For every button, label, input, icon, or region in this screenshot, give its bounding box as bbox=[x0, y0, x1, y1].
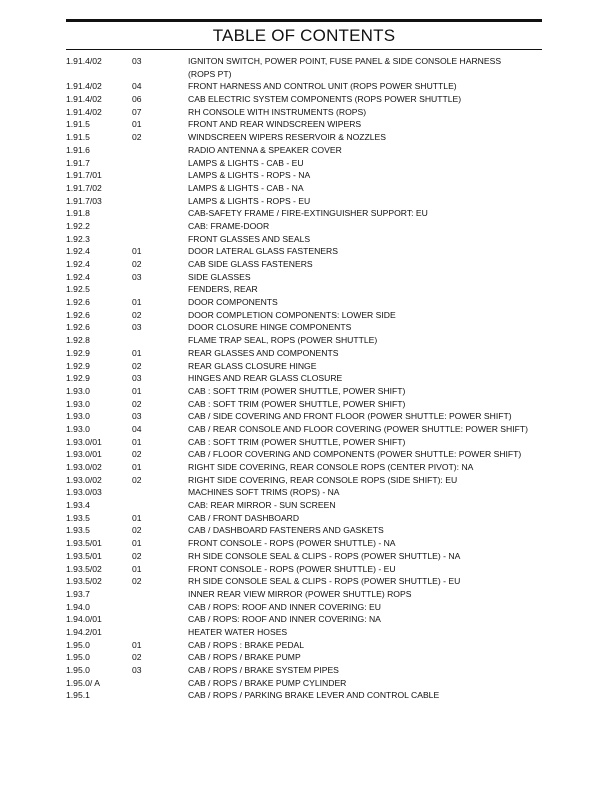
toc-description: RIGHT SIDE COVERING, REAR CONSOLE ROPS (CENTER PIVOT): NA bbox=[188, 462, 474, 473]
toc-entry bbox=[66, 169, 536, 182]
toc-section-code: 1.92.6 bbox=[66, 309, 90, 320]
toc-entry bbox=[66, 524, 536, 537]
toc-subsection: 02 bbox=[132, 449, 142, 460]
toc-section-code: 1.95.0/ A bbox=[66, 677, 100, 688]
toc-subsection: 04 bbox=[132, 423, 142, 434]
toc-description: RH CONSOLE WITH INSTRUMENTS (ROPS) bbox=[188, 106, 367, 117]
toc-section-code: 1.91.4/02 bbox=[66, 56, 102, 66]
toc-description: DOOR CLOSURE HINGE COMPONENTS bbox=[188, 322, 352, 333]
toc-entry bbox=[66, 144, 536, 157]
toc-section-code: 1.95.1 bbox=[66, 690, 90, 701]
toc-subsection: 01 bbox=[132, 512, 142, 523]
toc-section-code: 1.91.5 bbox=[66, 132, 90, 143]
toc-subsection: 02 bbox=[132, 259, 142, 270]
toc-entry bbox=[66, 499, 536, 512]
toc-section-code: 1.92.9 bbox=[66, 347, 90, 358]
toc-entry bbox=[66, 486, 536, 499]
toc-entry bbox=[66, 512, 536, 525]
toc-entry bbox=[66, 372, 536, 385]
toc-entry bbox=[66, 207, 536, 220]
toc-entry bbox=[66, 220, 536, 233]
toc-entry bbox=[66, 664, 536, 677]
toc-description: LAMPS & LIGHTS - ROPS - EU bbox=[188, 195, 311, 206]
toc-description: CAB SIDE GLASS FASTENERS bbox=[188, 259, 313, 270]
toc-description: CAB ELECTRIC SYSTEM COMPONENTS (ROPS POWER SHUTTLE) bbox=[188, 94, 462, 105]
toc-entry bbox=[66, 195, 536, 208]
toc-section-code: 1.93.5 bbox=[66, 512, 90, 523]
toc-subsection: 01 bbox=[132, 563, 142, 574]
toc-section-code: 1.93.5 bbox=[66, 525, 90, 536]
toc-entry bbox=[66, 347, 536, 360]
toc-section-code: 1.93.5/01 bbox=[66, 538, 102, 549]
toc-subsection: 01 bbox=[132, 538, 142, 549]
toc-subsection: 02 bbox=[132, 398, 142, 409]
toc-subsection: 02 bbox=[132, 576, 142, 587]
toc-section-code: 1.92.4 bbox=[66, 246, 90, 257]
toc-section-code: 1.92.4 bbox=[66, 259, 90, 270]
toc-description: CAB: FRAME-DOOR bbox=[188, 220, 270, 231]
toc-section-code: 1.92.6 bbox=[66, 322, 90, 333]
toc-section-code: 1.91.8 bbox=[66, 208, 90, 219]
toc-section-code: 1.91.7/03 bbox=[66, 195, 102, 206]
toc-description: FRONT GLASSES AND SEALS bbox=[188, 233, 311, 244]
toc-description: CAB / ROPS / BRAKE PUMP CYLINDER bbox=[188, 677, 347, 688]
toc-description: LAMPS & LIGHTS - CAB - NA bbox=[188, 182, 304, 193]
toc-description: FRONT CONSOLE - ROPS (POWER SHUTTLE) - NA bbox=[188, 538, 396, 549]
toc-section-code: 1.93.0 bbox=[66, 411, 90, 422]
toc-section-code: 1.92.8 bbox=[66, 335, 90, 346]
toc-description: CAB-SAFETY FRAME / FIRE-EXTINGUISHER SUPPORT: EU bbox=[188, 208, 428, 219]
toc-description: CAB / ROPS: ROOF AND INNER COVERING: NA bbox=[188, 614, 381, 625]
toc-description: RH SIDE CONSOLE SEAL & CLIPS - ROPS (POWER SHUTTLE) - NA bbox=[188, 550, 461, 561]
toc-section-code: 1.93.5/02 bbox=[66, 563, 102, 574]
toc-subsection: 01 bbox=[132, 639, 142, 650]
toc-description: INNER REAR VIEW MIRROR (POWER SHUTTLE) ROPS bbox=[188, 588, 412, 599]
toc-subsection: 03 bbox=[132, 322, 142, 333]
toc-section-code: 1.93.7 bbox=[66, 588, 90, 599]
toc-description: CAB : SOFT TRIM (POWER SHUTTLE, POWER SHIFT) bbox=[188, 398, 406, 409]
toc-entry bbox=[66, 461, 536, 474]
toc-section-code: 1.92.2 bbox=[66, 220, 90, 231]
toc-description: RIGHT SIDE COVERING, REAR CONSOLE ROPS (SIDE SHIFT): EU bbox=[188, 474, 458, 485]
toc-section-code: 1.95.0 bbox=[66, 652, 90, 663]
toc-entry bbox=[66, 563, 536, 576]
toc-section-code: 1.91.4/02 bbox=[66, 94, 102, 105]
toc-entry bbox=[66, 398, 536, 411]
toc-section-code: 1.92.5 bbox=[66, 284, 90, 295]
toc-subsection: 02 bbox=[132, 360, 142, 371]
toc-description: RH SIDE CONSOLE SEAL & CLIPS - ROPS (POWER SHUTTLE) - EU bbox=[188, 576, 461, 587]
toc-subsection: 02 bbox=[132, 132, 142, 143]
page-title: TABLE OF CONTENTS bbox=[212, 26, 396, 45]
toc-subsection: 02 bbox=[132, 652, 142, 663]
toc-description: CAB / ROPS / BRAKE PUMP bbox=[188, 652, 301, 663]
toc-entry bbox=[66, 334, 536, 347]
toc-section-code: 1.91.7 bbox=[66, 157, 90, 168]
toc-description: HEATER WATER HOSES bbox=[188, 626, 288, 637]
toc-entry bbox=[66, 309, 536, 322]
toc-section-code: 1.93.0/01 bbox=[66, 449, 102, 460]
toc-description: MACHINES SOFT TRIMS (ROPS) - NA bbox=[188, 487, 340, 498]
toc-entry bbox=[66, 575, 536, 588]
toc-description: CAB / ROPS: ROOF AND INNER COVERING: EU bbox=[188, 601, 381, 612]
toc-description: FLAME TRAP SEAL, ROPS (POWER SHUTTLE) bbox=[188, 335, 378, 346]
toc-section-code: 1.91.4/02 bbox=[66, 106, 102, 117]
toc-description: CAB : SOFT TRIM (POWER SHUTTLE, POWER SHIFT) bbox=[188, 385, 406, 396]
toc-entry bbox=[66, 80, 536, 93]
toc-entry bbox=[66, 131, 536, 144]
toc-entry bbox=[66, 360, 536, 373]
toc-entry bbox=[66, 639, 536, 652]
toc-subsection: 07 bbox=[132, 106, 142, 117]
toc-entry bbox=[66, 677, 536, 690]
toc-description: DOOR COMPLETION COMPONENTS: LOWER SIDE bbox=[188, 309, 396, 320]
toc-entry bbox=[66, 93, 536, 106]
toc-entry bbox=[66, 106, 536, 119]
toc-section-code: 1.91.5 bbox=[66, 119, 90, 130]
toc-section-code: 1.92.9 bbox=[66, 373, 90, 384]
toc-section-code: 1.92.9 bbox=[66, 360, 90, 371]
toc-entry bbox=[66, 258, 536, 271]
toc-description: HINGES AND REAR GLASS CLOSURE bbox=[188, 373, 343, 384]
toc-section-code: 1.91.7/02 bbox=[66, 182, 102, 193]
toc-section-code: 1.92.4 bbox=[66, 271, 90, 282]
toc-description: FENDERS, REAR bbox=[188, 284, 258, 295]
toc-entry bbox=[66, 271, 536, 284]
toc-entry bbox=[66, 423, 536, 436]
toc-entry bbox=[66, 601, 536, 614]
toc-description: WINDSCREEN WIPERS RESERVOIR & NOZZLES bbox=[188, 132, 387, 143]
title-top-rule bbox=[66, 19, 542, 22]
toc-list bbox=[66, 55, 536, 702]
toc-entry bbox=[66, 182, 536, 195]
toc-subsection: 01 bbox=[132, 347, 142, 358]
toc-entry bbox=[66, 410, 536, 423]
toc-entry bbox=[66, 448, 536, 461]
toc-subsection: 02 bbox=[132, 525, 142, 536]
toc-entry bbox=[66, 436, 536, 449]
toc-subsection: 04 bbox=[132, 81, 142, 92]
toc-description: CAB / DASHBOARD FASTENERS AND GASKETS bbox=[188, 525, 384, 536]
toc-entry bbox=[66, 233, 536, 246]
toc-section-code: 1.93.0 bbox=[66, 398, 90, 409]
toc-entry bbox=[66, 550, 536, 563]
toc-description: CAB / ROPS : BRAKE PEDAL bbox=[188, 639, 305, 650]
toc-subsection: 01 bbox=[132, 436, 142, 447]
toc-section-code: 1.93.4 bbox=[66, 500, 90, 511]
toc-section-code: 1.95.0 bbox=[66, 639, 90, 650]
toc-section-code: 1.93.0/01 bbox=[66, 436, 102, 447]
toc-section-code: 1.94.0 bbox=[66, 601, 90, 612]
toc-description: RADIO ANTENNA & SPEAKER COVER bbox=[188, 144, 342, 155]
toc-entry bbox=[66, 613, 536, 626]
toc-entry bbox=[66, 588, 536, 601]
toc-entry bbox=[66, 385, 536, 398]
toc-subsection: 01 bbox=[132, 385, 142, 396]
toc-section-code: 1.93.5/01 bbox=[66, 550, 102, 561]
toc-subsection: 03 bbox=[132, 665, 142, 676]
toc-section-code: 1.93.0/02 bbox=[66, 474, 102, 485]
toc-section-code: 1.95.0 bbox=[66, 665, 90, 676]
toc-entry bbox=[66, 321, 536, 334]
toc-entry bbox=[66, 245, 536, 258]
toc-subsection: 03 bbox=[132, 373, 142, 384]
toc-section-code: 1.93.5/02 bbox=[66, 576, 102, 587]
toc-description: SIDE GLASSES bbox=[188, 271, 251, 282]
toc-entry bbox=[66, 118, 536, 131]
toc-subsection: 01 bbox=[132, 119, 142, 130]
toc-section-code: 1.91.6 bbox=[66, 144, 90, 155]
toc-entry bbox=[66, 537, 536, 550]
toc-subsection: 01 bbox=[132, 246, 142, 257]
toc-entry bbox=[66, 474, 536, 487]
toc-description: CAB / ROPS / BRAKE SYSTEM PIPES bbox=[188, 665, 339, 676]
toc-description: LAMPS & LIGHTS - CAB - EU bbox=[188, 157, 304, 168]
toc-subsection: 01 bbox=[132, 462, 142, 473]
toc-description: CAB: REAR MIRROR - SUN SCREEN bbox=[188, 500, 336, 511]
toc-section-code: 1.93.0/02 bbox=[66, 462, 102, 473]
toc-description: FRONT AND REAR WINDSCREEN WIPERS bbox=[188, 119, 362, 130]
toc-subsection: 02 bbox=[132, 309, 142, 320]
toc-section-code: 1.93.0 bbox=[66, 423, 90, 434]
toc-section-code: 1.93.0 bbox=[66, 385, 90, 396]
toc-description: DOOR COMPONENTS bbox=[188, 297, 278, 308]
toc-description: FRONT HARNESS AND CONTROL UNIT (ROPS POWER SHUTTLE) bbox=[188, 81, 457, 92]
toc-description: LAMPS & LIGHTS - ROPS - NA bbox=[188, 170, 311, 181]
toc-section-code: 1.94.2/01 bbox=[66, 626, 102, 637]
toc-entry bbox=[66, 689, 536, 702]
toc-description: REAR GLASS CLOSURE HINGE bbox=[188, 360, 317, 371]
toc-subsection: 03 bbox=[132, 271, 142, 282]
toc-description: REAR GLASSES AND COMPONENTS bbox=[188, 347, 339, 358]
toc-entry bbox=[66, 626, 536, 639]
toc-description: IGNITON SWITCH, POWER POINT, FUSE PANEL & SIDE CONSOLE HARNESS (ROPS PT) bbox=[188, 56, 502, 79]
toc-subsection: 01 bbox=[132, 297, 142, 308]
toc-description: CAB / REAR CONSOLE AND FLOOR COVERING (POWER SHUTTLE: POWER SHIFT) bbox=[188, 423, 528, 434]
toc-description: DOOR LATERAL GLASS FASTENERS bbox=[188, 246, 338, 257]
toc-section-code: 1.94.0/01 bbox=[66, 614, 102, 625]
toc-entry bbox=[66, 651, 536, 664]
toc-description: CAB / SIDE COVERING AND FRONT FLOOR (POWER SHUTTLE: POWER SHIFT) bbox=[188, 411, 512, 422]
toc-section-code: 1.92.6 bbox=[66, 297, 90, 308]
title-bottom-rule bbox=[66, 49, 542, 50]
toc-description: CAB : SOFT TRIM (POWER SHUTTLE, POWER SHIFT) bbox=[188, 436, 406, 447]
toc-subsection: 03 bbox=[132, 411, 142, 422]
toc-subsection: 02 bbox=[132, 550, 142, 561]
toc-subsection: 02 bbox=[132, 474, 142, 485]
toc-section-code: 1.91.7/01 bbox=[66, 170, 102, 181]
toc-section-code: 1.93.0/03 bbox=[66, 487, 102, 498]
toc-description: CAB / FLOOR COVERING AND COMPONENTS (POWER SHUTTLE: POWER SHIFT) bbox=[188, 449, 522, 460]
toc-description: CAB / FRONT DASHBOARD bbox=[188, 512, 300, 523]
toc-entry bbox=[66, 55, 536, 80]
toc-entry bbox=[66, 283, 536, 296]
toc-subsection: 06 bbox=[132, 94, 142, 105]
toc-section-code: 1.92.3 bbox=[66, 233, 90, 244]
toc-description: FRONT CONSOLE - ROPS (POWER SHUTTLE) - EU bbox=[188, 563, 396, 574]
toc-entry bbox=[66, 296, 536, 309]
toc-subsection: 03 bbox=[132, 56, 142, 66]
toc-section-code: 1.91.4/02 bbox=[66, 81, 102, 92]
toc-description: CAB / ROPS / PARKING BRAKE LEVER AND CONTROL CABLE bbox=[188, 690, 440, 701]
toc-entry bbox=[66, 157, 536, 170]
